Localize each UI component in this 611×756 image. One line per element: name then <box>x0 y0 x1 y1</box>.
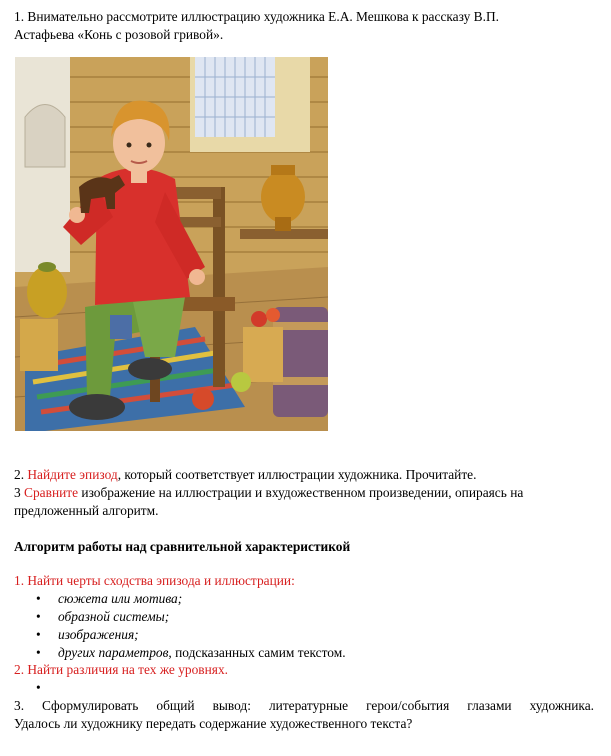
task1-line1: 1. Внимательно рассмотрите иллюстрацию художника Е.А. Мешкова к рассказу В.П. <box>14 9 499 24</box>
bullet-icon: • <box>36 627 41 642</box>
task3-rest: изображение на иллюстрации и вхудожественном произведении, опираясь на <box>78 485 524 500</box>
list-item-text: образной системы; <box>58 609 170 624</box>
task3-line2: предложенный алгоритм. <box>14 503 159 518</box>
bullet-icon: • <box>36 680 41 695</box>
task2-rest: , который соответствует иллюстрации художника. Прочитайте. <box>117 467 477 482</box>
list-item <box>36 626 139 643</box>
list-item-empty <box>36 679 58 696</box>
algorithm-heading: Алгоритм работы над сравнительной характеристикой <box>14 539 351 554</box>
conclusion-line1: 3. Сформулировать общий вывод: литературные герои/события глазами художника. <box>14 698 594 713</box>
bullet-icon: • <box>36 591 41 606</box>
illustration-boy-with-gingerbread-horse <box>15 57 328 431</box>
task2-line <box>14 466 476 483</box>
list-item-text: изображения; <box>58 627 139 642</box>
task3-highlight: Сравните <box>24 485 79 500</box>
list-item-italic: других параметров <box>58 645 169 660</box>
list-item <box>36 608 169 625</box>
list-item-text: сюжета или мотива; <box>58 591 183 606</box>
list-item-rest: , подсказанных самим текстом. <box>168 645 346 660</box>
list-item <box>36 644 346 661</box>
conclusion-line2: Удалось ли художнику передать содержание художественного текста? <box>14 716 413 731</box>
task2-number: 2. <box>14 467 28 482</box>
task3-number: 3 <box>14 485 25 500</box>
algorithm-step1: 1. Найти черты сходства эпизода и иллюстрации: <box>14 573 295 588</box>
task3-line1 <box>14 484 523 501</box>
list-item <box>36 590 182 607</box>
task2-highlight: Найдите эпизод <box>27 467 118 482</box>
task1-line2: Астафьева «Конь с розовой гривой». <box>14 27 224 42</box>
bullet-icon: • <box>36 609 41 624</box>
bullet-icon: • <box>36 645 41 660</box>
algorithm-step2: 2. Найти различия на тех же уровнях. <box>14 662 228 677</box>
